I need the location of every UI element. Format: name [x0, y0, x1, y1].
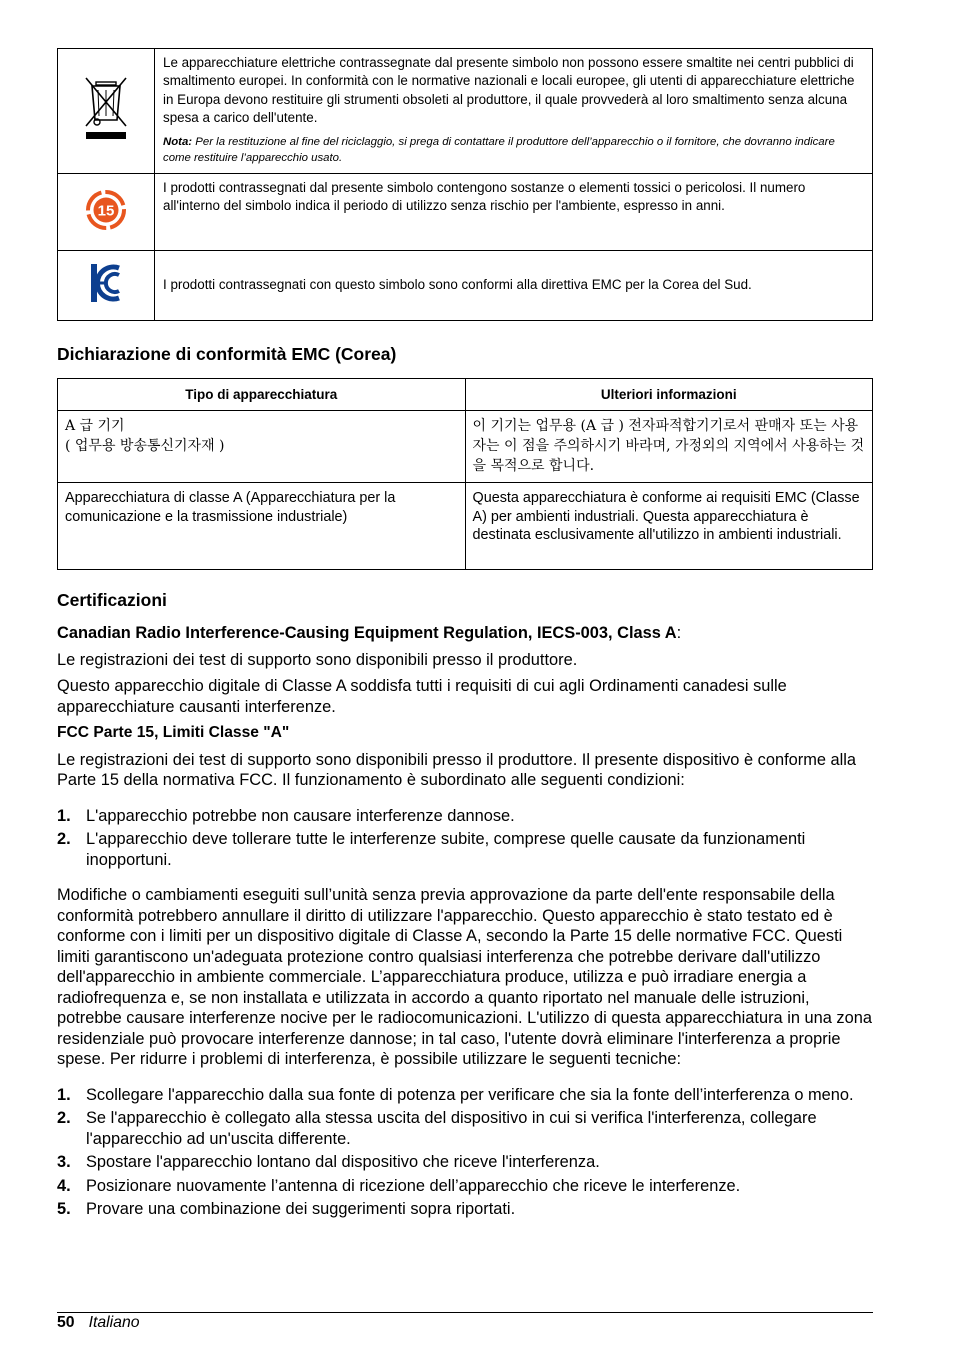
emc-heading: Dichiarazione di conformità EMC (Corea) — [57, 344, 397, 364]
list-item — [57, 1199, 873, 1220]
fcc-paragraph-2: Modifiche o cambiamenti eseguiti sull’unità senza previa approvazione da parte dell'ente responsabile della conformità potrebbero annullare il diritto di utilizzare l'apparecchio. Questo apparecchio è stato testato ed è conforme con i limiti per un dispositivo digitale di Classe A, secondo la Parte 15 delle normative FCC. Questi limiti garantiscono un'adeguata protezione contro qualsiasi interferenza che potrebbe derivare dall'utilizzo dell'apparecchio in ambiente commerciale. L’apparecchiatura produce, utilizza e può irradiare energia a radiofrequenza e, se non installata e utilizzata in accordo a quanto riportato nel manuale delle istruzioni, potrebbe causare interferenze nocive per le radiocomunicazioni. L'utilizzo di questa apparecchiatura in una zona residenziale può provocare interferenze dannose; in tal caso, l'utente dovrà eliminare l'interferenza a proprie spese. Per ridurre i problemi di interferenza, è possibile utilizzare le seguenti tecniche: — [57, 886, 872, 1068]
list-number: 4. — [57, 1176, 71, 1195]
list-text: L'apparecchio potrebbe non causare interferenze dannose. — [86, 806, 515, 825]
canada-paragraph-1: Le registrazioni dei test di supporto sono disponibili presso il produttore. — [57, 650, 578, 669]
list-number: 2. — [57, 1109, 71, 1127]
list-number: 1. — [57, 806, 71, 825]
canada-paragraph-2: Questo apparecchio digitale di Classe A soddisfa tutti i requisiti di cui agli Ordinamenti canadesi sulle apparecchiature causanti interferenze. — [57, 677, 787, 716]
symbol-cell — [58, 174, 155, 251]
emc-type-cell: Apparecchiatura di classe A (Apparecchiatura per la comunicazione e la trasmissione industriale) — [58, 483, 466, 570]
list-item — [57, 806, 873, 827]
emc-type-cell — [58, 411, 466, 483]
fcc-paragraph-1: Le registrazioni dei test di supporto sono disponibili presso il produttore. Il presente dispositivo è conforme alla Parte 15 della normativa FCC. Il funzionamento è subordinato alle seguenti condizioni: — [57, 750, 857, 789]
canada-title-colon: : — [676, 624, 682, 642]
symbol-row-weee — [58, 49, 873, 174]
weee-text: Le apparecchiature elettriche contrassegnate dal presente simbolo non possono essere smaltite nei centri pubblici di smaltimento europei. In conformità con le normative nazionali e locali europee, gli utenti di apparecchiature elettriche in Europa devono restituire gli strumenti obsoleti al produttore, il quale provvederà al loro smaltimento senza alcuna spesa a carico dell'utente. — [163, 55, 855, 126]
list-item — [57, 1176, 873, 1197]
weee-note — [163, 134, 864, 166]
list-text: Spostare l'apparecchio lontano dal dispositivo che riceve l'interferenza. — [86, 1153, 600, 1171]
symbol-description — [155, 49, 873, 174]
fcc-title: FCC Parte 15, Limiti Classe "A" — [57, 724, 290, 741]
emc-type-line: ( 업무용 방송통신기자재 ) — [65, 438, 225, 454]
page-number: 50 — [57, 1314, 75, 1331]
list-text: Provare una combinazione dei suggerimenti sopra riportati. — [86, 1200, 516, 1218]
emc-info-cell: 이 기기는 업무용 (A 급 ) 전자파적합기기로서 판매자 또는 사용자는 이 점을 주의하시기 바라며, 가정외의 지역에서 사용하는 것을 목적으로 합니다. — [465, 411, 873, 483]
list-text: L'apparecchio deve tollerare tutte le interferenze subite, comprese quelle causate da funzionamenti inopportuni. — [86, 830, 806, 869]
list-item — [57, 1085, 873, 1106]
page-content — [57, 48, 873, 1220]
emc-type-line: A 급 기기 — [65, 418, 125, 434]
emc-row — [58, 483, 873, 570]
list-number: 2. — [57, 830, 71, 848]
emc-header-info: Ulteriori informazioni — [465, 379, 873, 411]
list-text: Scollegare l'apparecchio dalla sua fonte di potenza per verificare che sia la fonte dell’interferenza o meno. — [86, 1085, 854, 1104]
symbol-cell — [58, 49, 155, 174]
note-text: Per la restituzione al fine del riciclaggio, si prega di contattare il produttore dell’apparecchio o il fornitore, che dovranno indicare come restituire l’apparecchio usato. — [163, 135, 835, 164]
page-footer — [57, 1312, 873, 1332]
list-item — [57, 1152, 873, 1173]
emc-header-type: Tipo di apparecchiatura — [58, 379, 466, 411]
list-number: 1. — [57, 1085, 71, 1104]
symbol-cell — [58, 251, 155, 321]
symbol-description: I prodotti contrassegnati con questo simbolo sono conformi alla direttiva EMC per la Corea del Sud. — [155, 251, 873, 321]
canada-title — [57, 623, 873, 644]
list-item — [57, 1108, 873, 1149]
list-number: 3. — [57, 1153, 71, 1171]
weee-crossed-bin-icon — [82, 76, 130, 142]
list-text: Posizionare nuovamente l’antenna di ricezione dell’apparecchio che riceve le interferenze. — [86, 1176, 741, 1195]
techniques-list — [57, 1085, 873, 1220]
symbol-description: I prodotti contrassegnati dal presente simbolo contengono sostanze o elementi tossici o pericolosi. Il numero all'interno del simbolo indica il periodo di utilizzo senza rischio per l'ambiente, espresso in anni. — [155, 174, 873, 251]
list-item — [57, 829, 873, 870]
symbol-row-rohs — [58, 174, 873, 251]
list-number: 5. — [57, 1200, 71, 1218]
canada-title-text: Canadian Radio Interference-Causing Equipment Regulation, IECS-003, Class A — [57, 624, 677, 642]
kc-mark-icon — [89, 262, 123, 304]
emc-table — [57, 378, 873, 570]
note-label: Nota: — [163, 135, 193, 148]
emc-header-row — [58, 379, 873, 411]
emc-info-cell: Questa apparecchiatura è conforme ai requisiti EMC (Classe A) per ambienti industriali. Questa apparecchiatura è destinata esclusivamente all'utilizzo in ambienti industriali. — [465, 483, 873, 570]
emc-row — [58, 411, 873, 483]
symbols-table — [57, 48, 873, 321]
conditions-list — [57, 806, 873, 871]
symbol-row-kc — [58, 251, 873, 321]
list-text: Se l'apparecchio è collegato alla stessa uscita del dispositivo in cui si verifica l'interferenza, collegare l'apparecchio ad un'uscita differente. — [86, 1109, 817, 1148]
footer-language: Italiano — [88, 1314, 140, 1331]
rohs-badge-number: 15 — [97, 202, 115, 219]
china-rohs-15-icon — [84, 188, 128, 232]
cert-heading: Certificazioni — [57, 590, 167, 610]
